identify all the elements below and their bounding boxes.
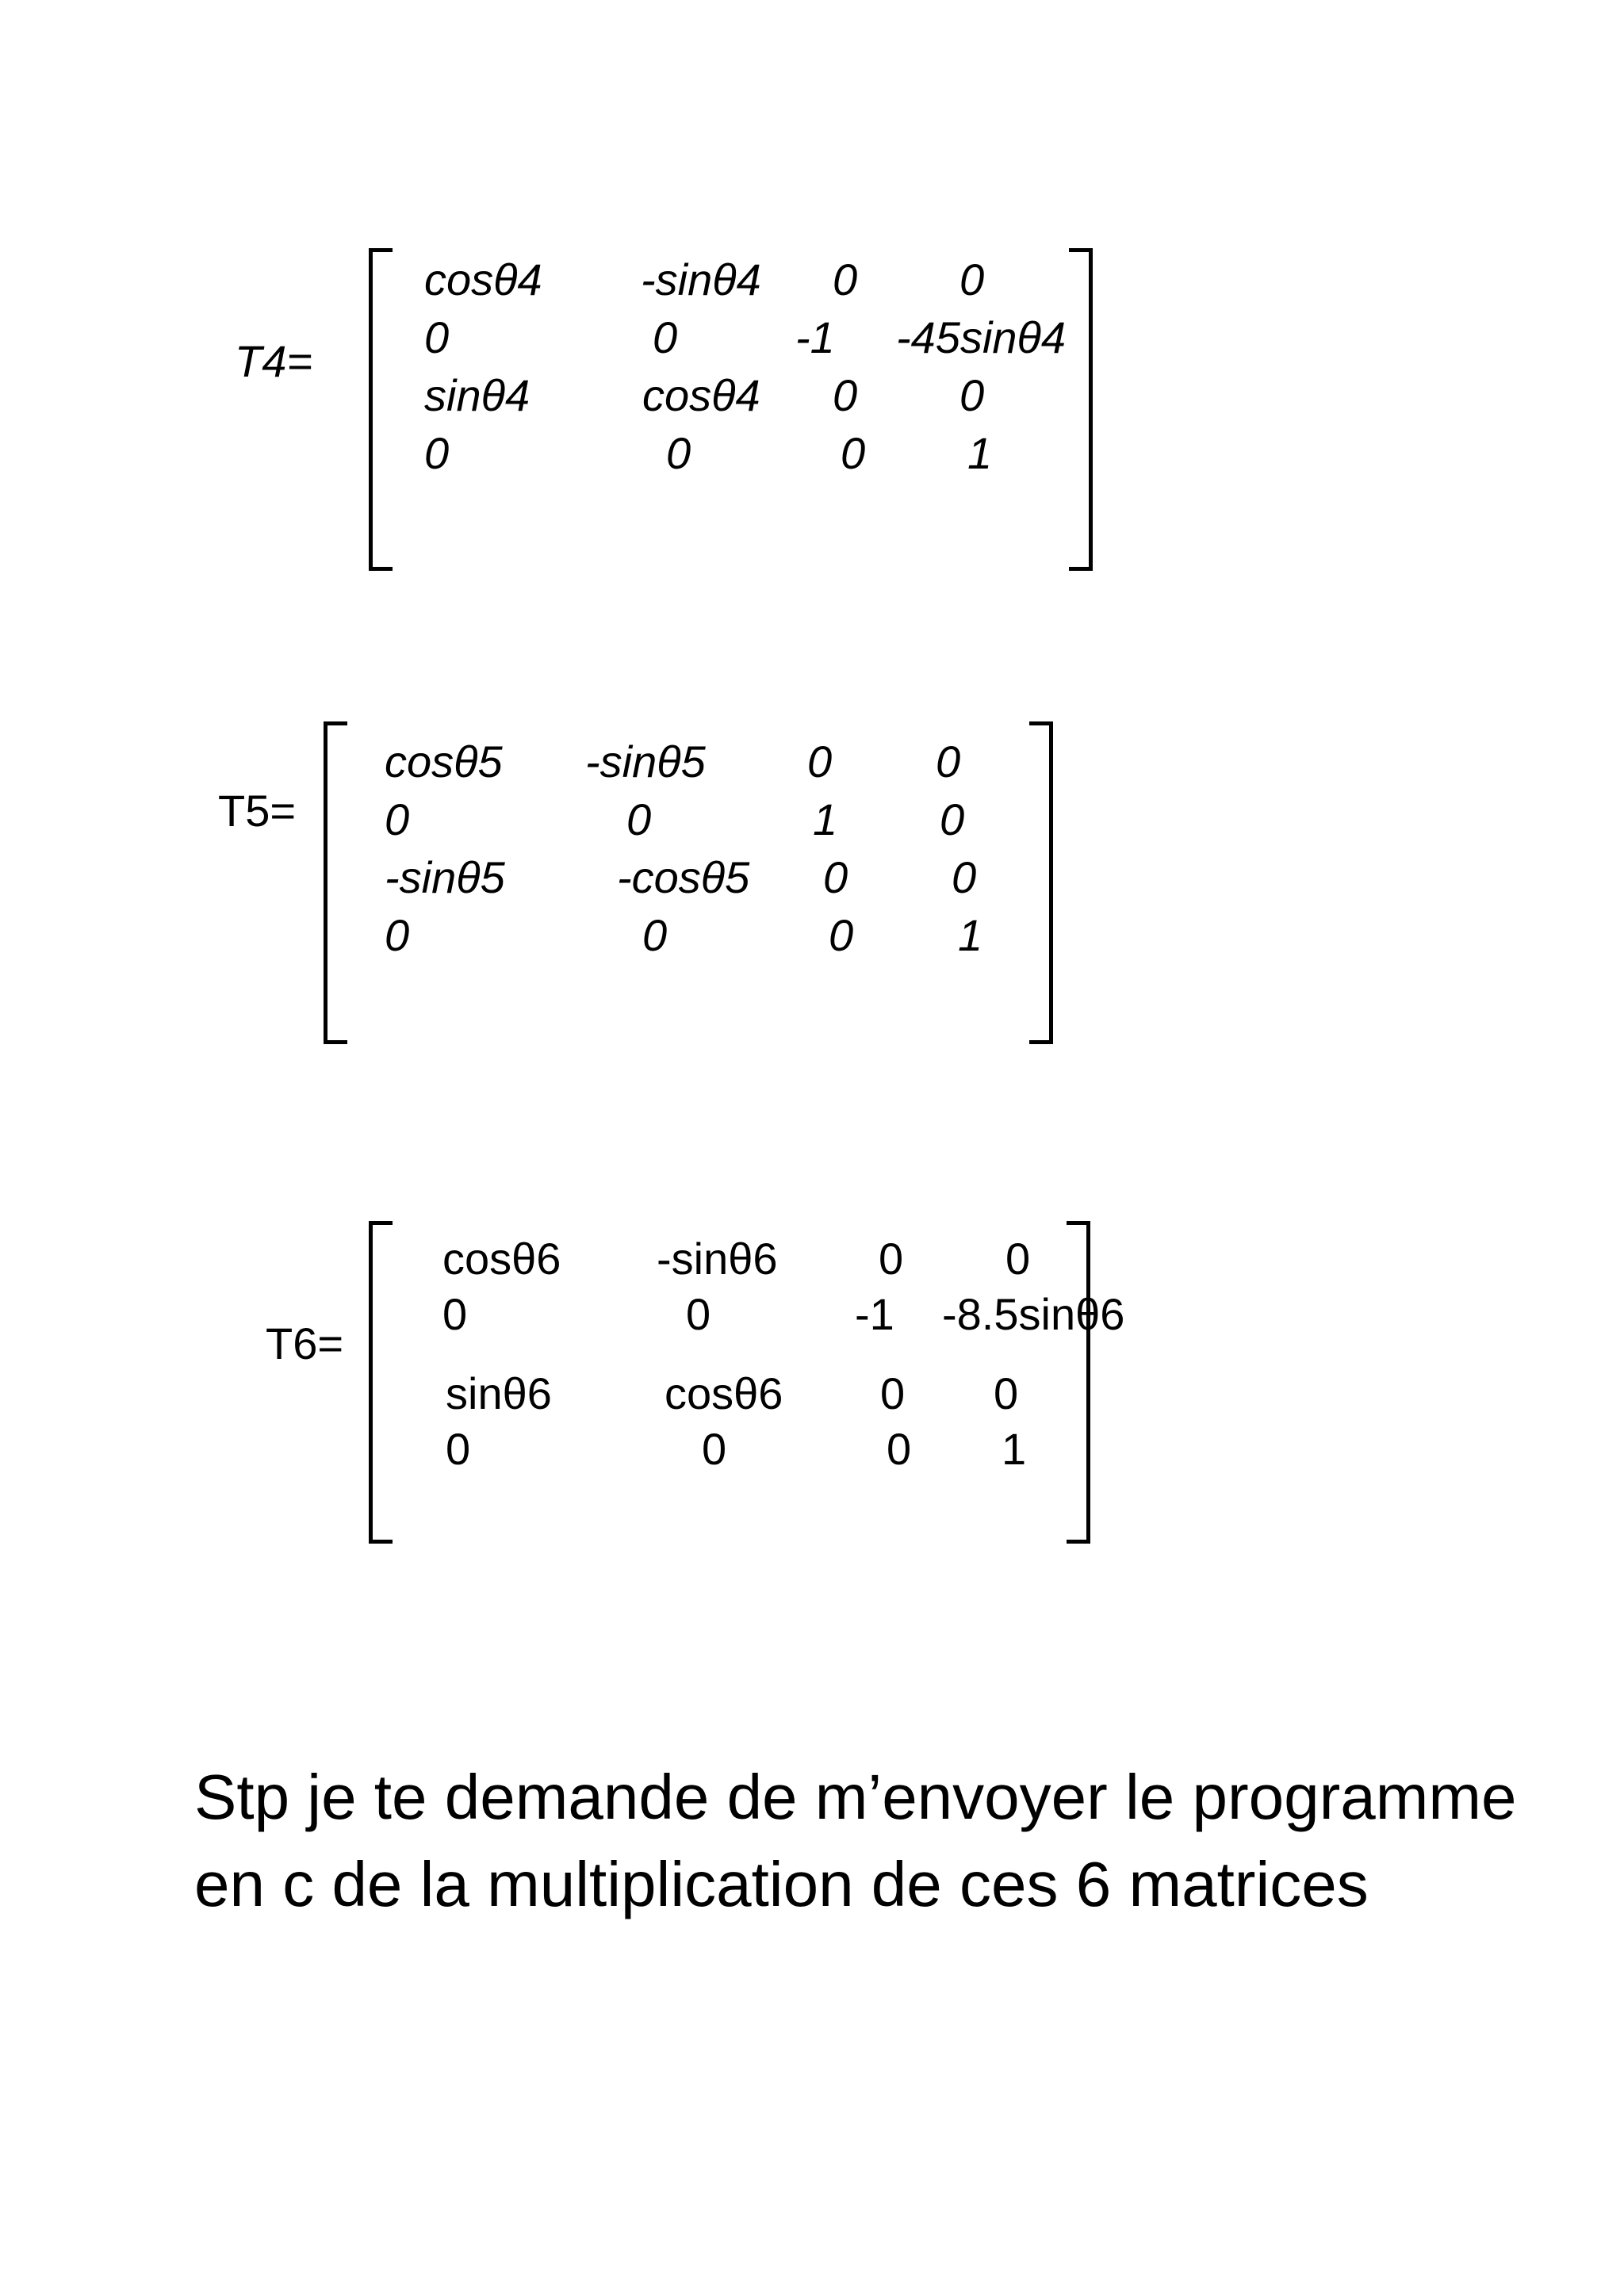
matrix-t4-cell: 0 [841,428,866,478]
request-text: Stp je te demande de m’envoyer le programme en c de la multiplication de ces 6 matrices [194,1762,1517,1919]
matrix-t4-label: T4= [235,336,313,386]
matrix-t6-cell: 0 [702,1424,727,1474]
matrix-t4-cell: cosθ4 [424,254,542,304]
matrix-t6-cell: -8.5sinθ6 [942,1289,1125,1339]
matrix-t6-right-bracket [1067,1221,1090,1544]
matrix-t5-cell: 1 [813,794,838,844]
matrix-t6-cell: cosθ6 [442,1234,561,1284]
matrix-t5-cell: 0 [952,852,977,902]
matrix-t5-label: T5= [218,786,297,836]
matrix-t5-cell: -sinθ5 [585,737,706,786]
matrix-t4-cell: 0 [653,312,678,362]
matrix-t4-left-bracket [369,248,393,571]
matrix-t4-cell: 0 [959,370,985,420]
matrix-t5-cell: 0 [936,737,961,786]
matrix-t4-cell: -1 [795,312,835,362]
matrix-t4-cell: 0 [959,254,985,304]
matrix-t6-cell: -sinθ6 [657,1234,778,1284]
matrix-t4-cell: 0 [424,428,450,478]
matrix-t5-cell: 0 [385,794,410,844]
matrix-t6-cell: 0 [686,1289,711,1339]
matrix-t6-cell: cosθ6 [665,1368,783,1418]
matrix-t6-cell: 0 [994,1368,1019,1418]
matrix-t5-cell: 0 [940,794,965,844]
matrix-t5-cell: 0 [823,852,848,902]
matrix-t5-cell: 0 [642,910,668,960]
matrix-t6-cell: 0 [887,1424,912,1474]
matrix-t5-right-bracket [1029,721,1053,1044]
matrix-t6-cell: 0 [879,1234,904,1284]
matrix-t4-cell: cosθ4 [642,370,760,420]
matrix-t6-cell: sinθ6 [446,1368,552,1418]
matrix-t4-cell: 0 [833,254,858,304]
matrix-t6-label: T6= [266,1318,344,1368]
matrix-t6-cell: 0 [442,1289,468,1339]
matrix-t5-cell: 0 [807,737,833,786]
matrix-t5-cell: cosθ5 [385,737,503,786]
matrix-t5-cell: -cosθ5 [617,852,750,902]
matrix-t6-cell: -1 [855,1289,894,1339]
matrix-t6-cell: 1 [1002,1424,1027,1474]
matrix-t4-cell: 1 [967,428,993,478]
matrix-t6-cell: 0 [446,1424,471,1474]
matrix-t6-left-bracket [369,1221,393,1544]
matrix-t5-cell: 1 [958,910,983,960]
matrix-t4-right-bracket [1069,248,1093,571]
matrix-t5-cell: 0 [829,910,854,960]
matrix-t4-cell: 0 [666,428,691,478]
matrix-t4-cell: 0 [424,312,450,362]
matrix-t5-cell: 0 [626,794,652,844]
matrix-t4-cell: -sinθ4 [641,254,761,304]
matrix-t6-cell: 0 [1005,1234,1031,1284]
matrix-t5-cell: 0 [385,910,410,960]
matrix-t4-cell: 0 [833,370,858,420]
matrix-t4-cell: -45sinθ4 [896,312,1067,362]
matrix-t5-left-bracket [324,721,347,1044]
matrix-t4-cell: sinθ4 [424,370,530,420]
matrix-t5-cell: -sinθ5 [385,852,505,902]
matrix-t6-cell: 0 [880,1368,906,1418]
